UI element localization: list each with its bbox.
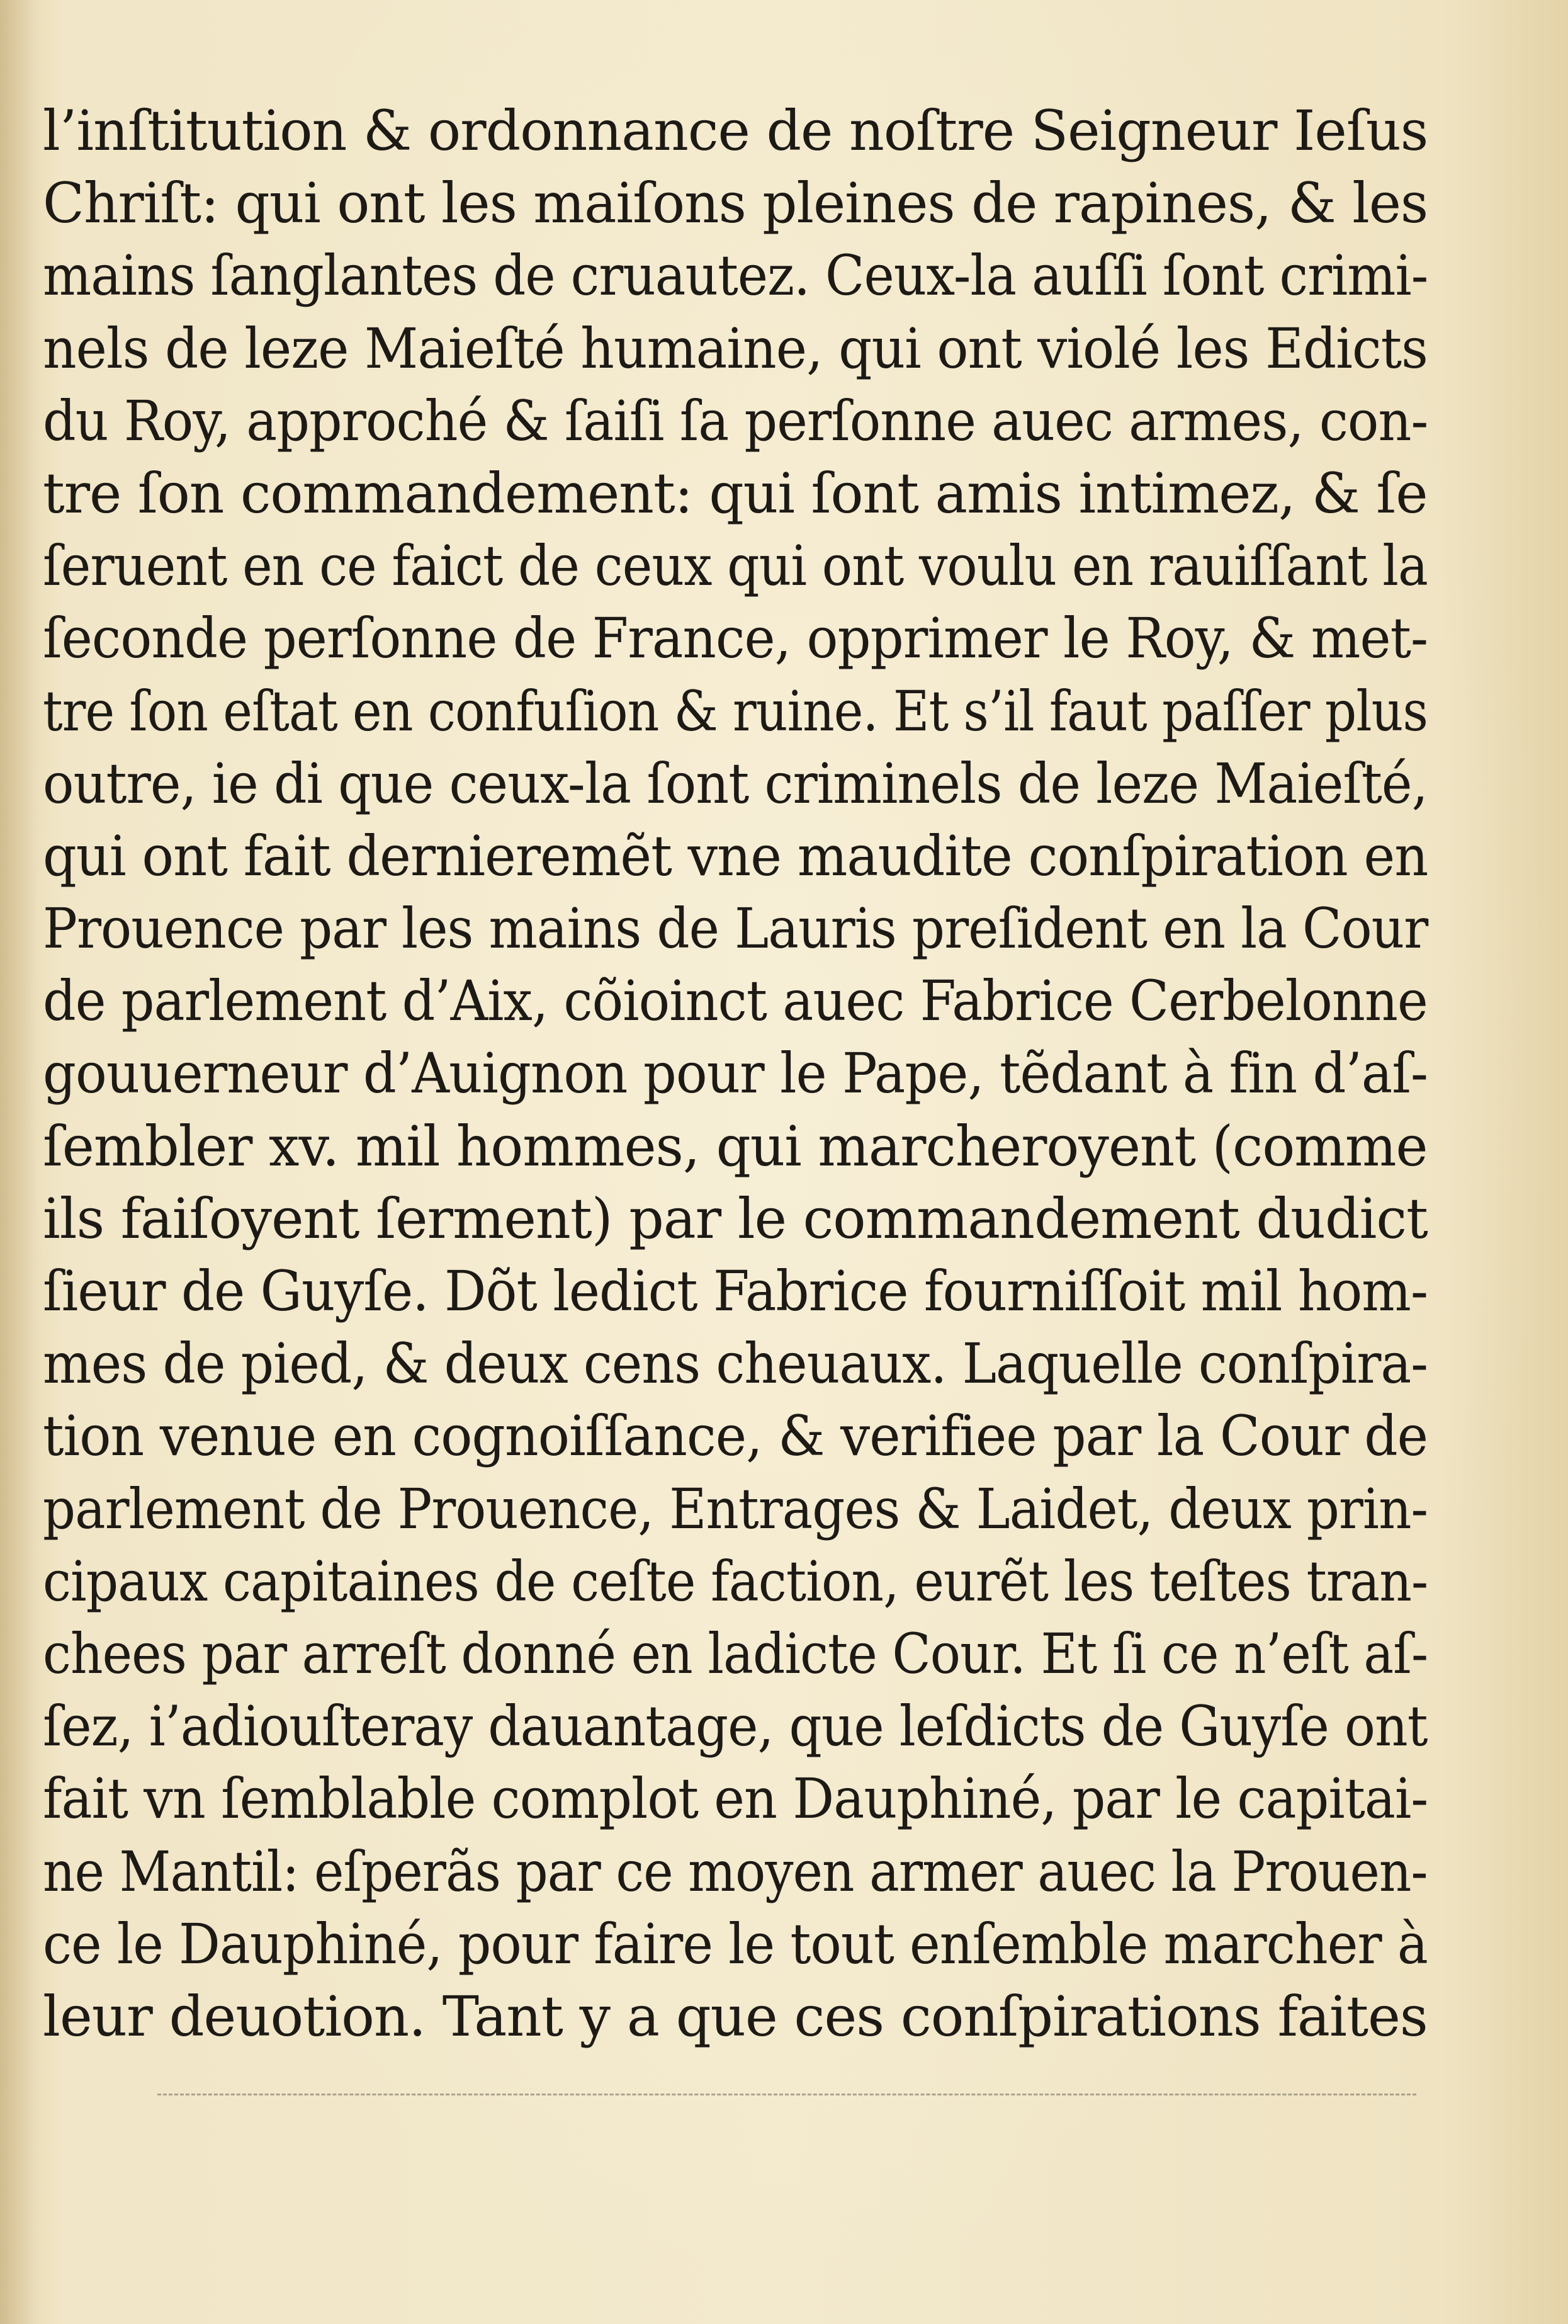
text-line: ſembler xv. mil hommes, qui marcheroyent (comme	[43, 1113, 1428, 1179]
text-line: gouuerneur d’Auignon pour le Pape, tẽdant à fin d’aſ-	[43, 1041, 1428, 1106]
body-text	[43, 94, 1428, 2053]
text-line: parlement de Prouence, Entrages & Laidet, deux prin-	[43, 1476, 1428, 1541]
text-line: chees par arreſt donné en ladicte Cour. Et ſi ce n’eſt aſ-	[43, 1621, 1428, 1686]
text-line: de parlement d’Aix, cõioinct auec Fabrice Cerbelonne	[43, 968, 1428, 1034]
text-line: nels de leze Maieſté humaine, qui ont violé les Edicts	[43, 315, 1428, 381]
text-line: fait vn ſemblable complot en Dauphiné, par le capitai-	[43, 1766, 1428, 1832]
text-line: ſeruent en ce faict de ceux qui ont voulu en rauiſſant la	[43, 533, 1428, 599]
text-line: ce le Dauphiné, pour faire le tout enſemble marcher à	[43, 1911, 1428, 1976]
text-line: mains ſanglantes de cruautez. Ceux-la auſſi ſont crimi-	[43, 243, 1428, 309]
text-line: cipaux capitaines de ceſte faction, eurẽt les teſtes tran-	[43, 1548, 1428, 1614]
text-line: ils faiſoyent ſerment) par le commandement dudict	[43, 1186, 1428, 1251]
text-line: Prouence par les mains de Lauris preſident en la Cour	[43, 896, 1428, 961]
text-line: qui ont fait dernieremẽt vne maudite conſpiration en	[43, 823, 1428, 888]
text-line: ne Mantil: eſperãs par ce moyen armer auec la Prouen-	[43, 1839, 1428, 1904]
faded-catchline-marks	[157, 2094, 1416, 2108]
text-line: ſez, i’adiouſteray dauantage, que leſdicts de Guyſe ont	[43, 1694, 1428, 1759]
text-line: tre ſon commandement: qui ſont amis intimez, & ſe	[43, 460, 1428, 526]
text-line: Chriſt: qui ont les maiſons pleines de rapines, & les	[43, 171, 1428, 236]
text-line: tre ſon eſtat en confuſion & ruine. Et s’il faut paſſer plus	[43, 678, 1428, 744]
text-line: outre, ie di que ceux-la ſont criminels de leze Maieſté,	[43, 751, 1428, 816]
text-line: l’inſtitution & ordonnance de noſtre Seigneur Ieſus	[43, 98, 1428, 163]
text-line: du Roy, approché & ſaiſi ſa perſonne auec armes, con-	[43, 388, 1428, 453]
page-edge-shadow	[0, 0, 38, 2324]
text-line: ſeconde perſonne de France, opprimer le Roy, & met-	[43, 606, 1428, 671]
text-line: ſieur de Guyſe. Dõt ledict Fabrice fourniſſoit mil hom-	[43, 1259, 1428, 1324]
text-line: tion venue en cognoiſſance, & verifiee par la Cour de	[43, 1403, 1428, 1469]
text-line: mes de pied, & deux cens cheuaux. Laquelle conſpira-	[43, 1331, 1428, 1397]
text-line: leur deuotion. Tant y a que ces conſpirations faites	[43, 1983, 1428, 2049]
